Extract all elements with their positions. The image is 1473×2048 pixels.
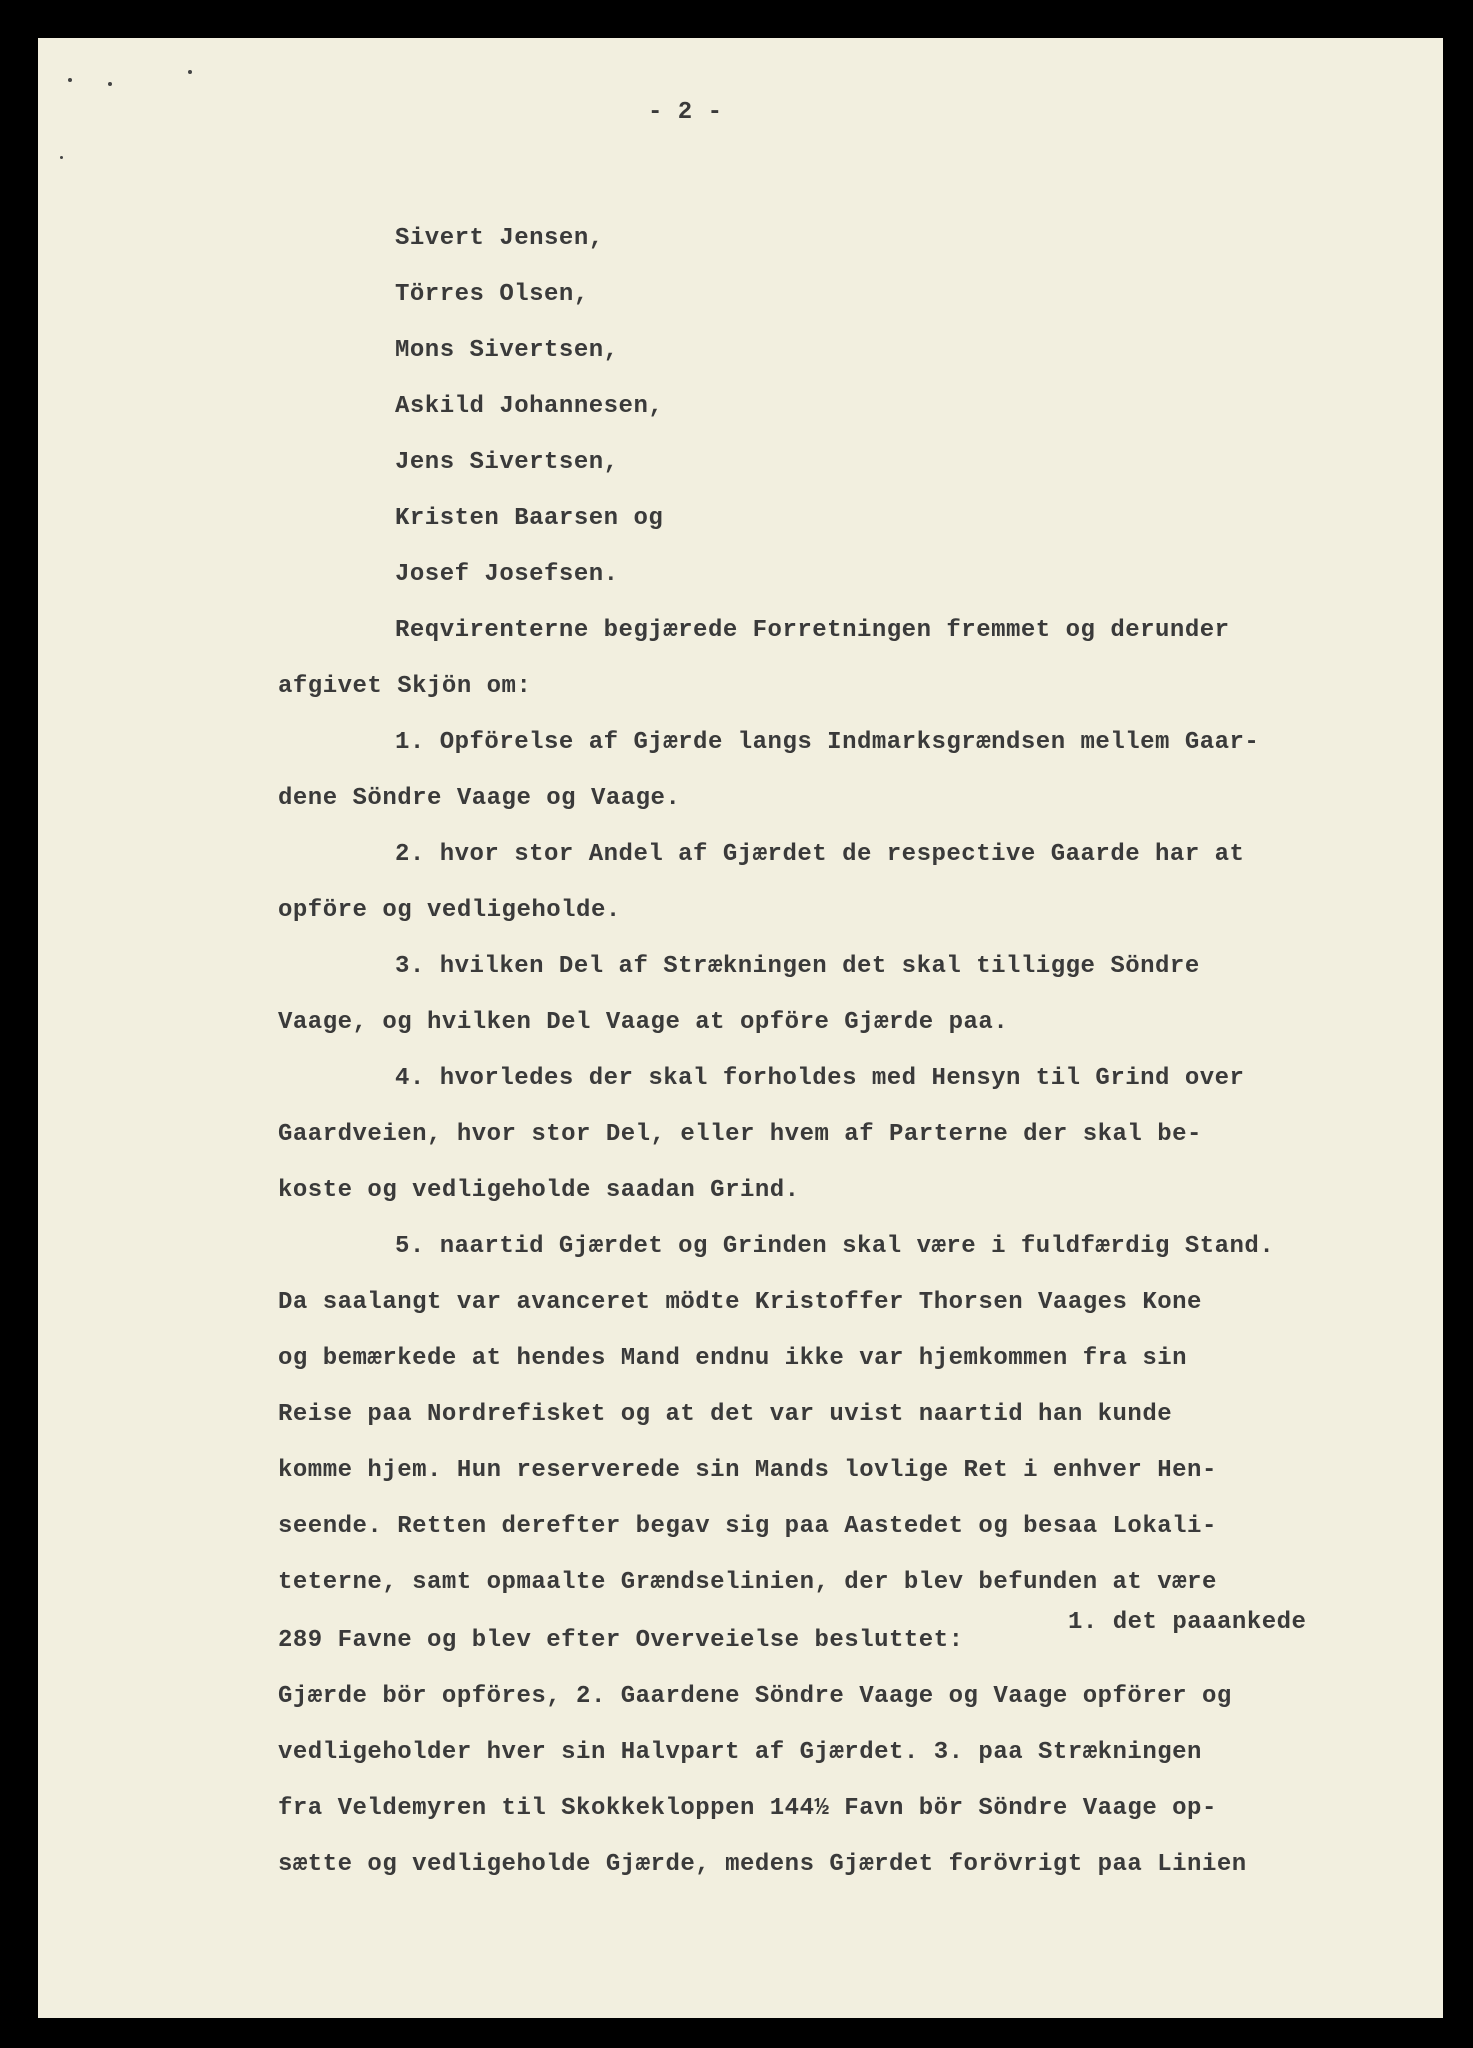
paragraph-line: Reqvirenterne begjærede Forretningen fremmet og derunder xyxy=(395,617,1230,644)
inline-insertion: 1. det paaankede xyxy=(1068,1609,1307,1636)
body-line: 289 Favne og blev efter Overveielse besluttet: xyxy=(278,1627,964,1654)
name-line: Sivert Jensen, xyxy=(395,225,604,252)
scan-speck xyxy=(108,82,112,86)
name-line: Törres Olsen, xyxy=(395,281,589,308)
page-number: - 2 - xyxy=(648,99,723,126)
body-line: Gjærde bör opföres, 2. Gaardene Söndre Vaage og Vaage opförer og xyxy=(278,1683,1232,1710)
body-line: teterne, samt opmaalte Grændselinien, der blev befunden at være xyxy=(278,1569,1217,1596)
name-line: Kristen Baarsen og xyxy=(395,505,664,532)
body-line: og bemærkede at hendes Mand endnu ikke var hjemkommen fra sin xyxy=(278,1345,1188,1372)
scan-speck xyxy=(188,70,192,74)
body-line: fra Veldemyren til Skokkekloppen 144½ Favn bör Söndre Vaage op- xyxy=(278,1795,1217,1822)
paragraph-line: afgivet Skjön om: xyxy=(278,673,532,700)
name-line: Askild Johannesen, xyxy=(395,393,664,420)
name-line: Josef Josefsen. xyxy=(395,561,619,588)
scan-speck xyxy=(68,78,72,82)
list-item-continuation: Vaage, og hvilken Del Vaage at opföre Gjærde paa. xyxy=(278,1009,1009,1036)
document-page xyxy=(38,38,1443,2018)
name-line: Jens Sivertsen, xyxy=(395,449,619,476)
body-line: seende. Retten derefter begav sig paa Aastedet og besaa Lokali- xyxy=(278,1513,1217,1540)
list-item: 4. hvorledes der skal forholdes med Hensyn til Grind over xyxy=(395,1065,1245,1092)
body-line: Da saalangt var avanceret mödte Kristoffer Thorsen Vaages Kone xyxy=(278,1289,1202,1316)
list-item: 1. Opförelse af Gjærde langs Indmarksgrændsen mellem Gaar- xyxy=(395,729,1260,756)
list-item-continuation: dene Söndre Vaage og Vaage. xyxy=(278,785,681,812)
name-line: Mons Sivertsen, xyxy=(395,337,619,364)
scan-speck xyxy=(60,156,63,159)
list-item: 2. hvor stor Andel af Gjærdet de respective Gaarde har at xyxy=(395,841,1245,868)
list-item: 5. naartid Gjærdet og Grinden skal være i fuldfærdig Stand. xyxy=(395,1233,1275,1260)
list-item: 3. hvilken Del af Strækningen det skal tilligge Söndre xyxy=(395,953,1200,980)
list-item-continuation: Gaardveien, hvor stor Del, eller hvem af Parterne der skal be- xyxy=(278,1121,1202,1148)
body-line: komme hjem. Hun reserverede sin Mands lovlige Ret i enhver Hen- xyxy=(278,1457,1217,1484)
list-item-continuation: opföre og vedligeholde. xyxy=(278,897,621,924)
body-line: sætte og vedligeholde Gjærde, medens Gjærdet forövrigt paa Linien xyxy=(278,1851,1247,1878)
body-line: Reise paa Nordrefisket og at det var uvist naartid han kunde xyxy=(278,1401,1173,1428)
list-item-continuation: koste og vedligeholde saadan Grind. xyxy=(278,1177,800,1204)
body-line: vedligeholder hver sin Halvpart af Gjærdet. 3. paa Strækningen xyxy=(278,1739,1202,1766)
